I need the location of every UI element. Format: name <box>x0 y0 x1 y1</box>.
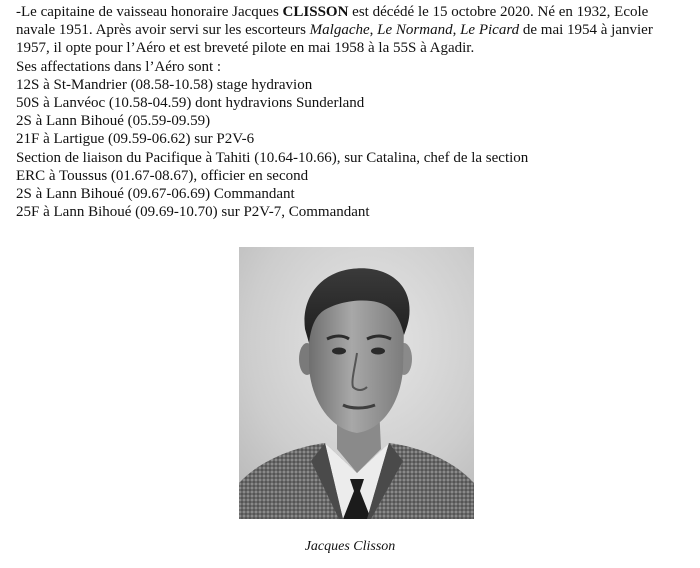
affectations-intro: Ses affectations dans l’Aéro sont : <box>16 58 222 75</box>
obituary-text <box>16 3 692 221</box>
portrait-photo <box>239 247 474 519</box>
affectation-line: 50S à Lanvéoc (10.58-04.59) dont hydravions Sunderland <box>16 95 365 112</box>
intro-text: navale 1951. Après avoir servi sur les escorteurs <box>16 22 310 39</box>
surname: CLISSON <box>282 4 349 20</box>
ship-name: Le Picard <box>460 22 520 39</box>
separator: , <box>369 22 378 39</box>
affectation-line: 25F à Lann Bihoué (09.69-10.70) sur P2V-7, Commandant <box>16 204 370 221</box>
affectation-line: ERC à Toussus (01.67-08.67), officier en second <box>16 167 309 184</box>
intro-text: de mai 1954 à janvier <box>519 22 653 39</box>
intro-paragraph <box>16 3 692 58</box>
intro-text: est décédé le 15 octobre 2020. Né en 1932, Ecole <box>348 4 649 20</box>
intro-text: -Le capitaine de vaisseau honoraire Jacques <box>16 4 283 20</box>
photo-caption: Jacques Clisson <box>304 539 396 554</box>
affectation-line: 21F à Lartigue (09.59-06.62) sur P2V-6 <box>16 131 255 148</box>
ship-name: Le Normand <box>377 22 453 39</box>
affectation-line: Section de liaison du Pacifique à Tahiti (10.64-10.66), sur Catalina, chef de la section <box>16 149 529 166</box>
affectation-line: 2S à Lann Bihoué (09.67-06.69) Commandant <box>16 186 295 203</box>
affectation-line: 12S à St-Mandrier (08.58-10.58) stage hydravion <box>16 76 313 93</box>
intro-text: 1957, il opte pour l’Aéro et est breveté pilote en mai 1958 à la 55S à Agadir. <box>16 40 475 57</box>
ship-name: Malgache <box>309 22 370 39</box>
separator: , <box>452 22 461 39</box>
affectation-line: 2S à Lann Bihoué (05.59-09.59) <box>16 113 211 130</box>
